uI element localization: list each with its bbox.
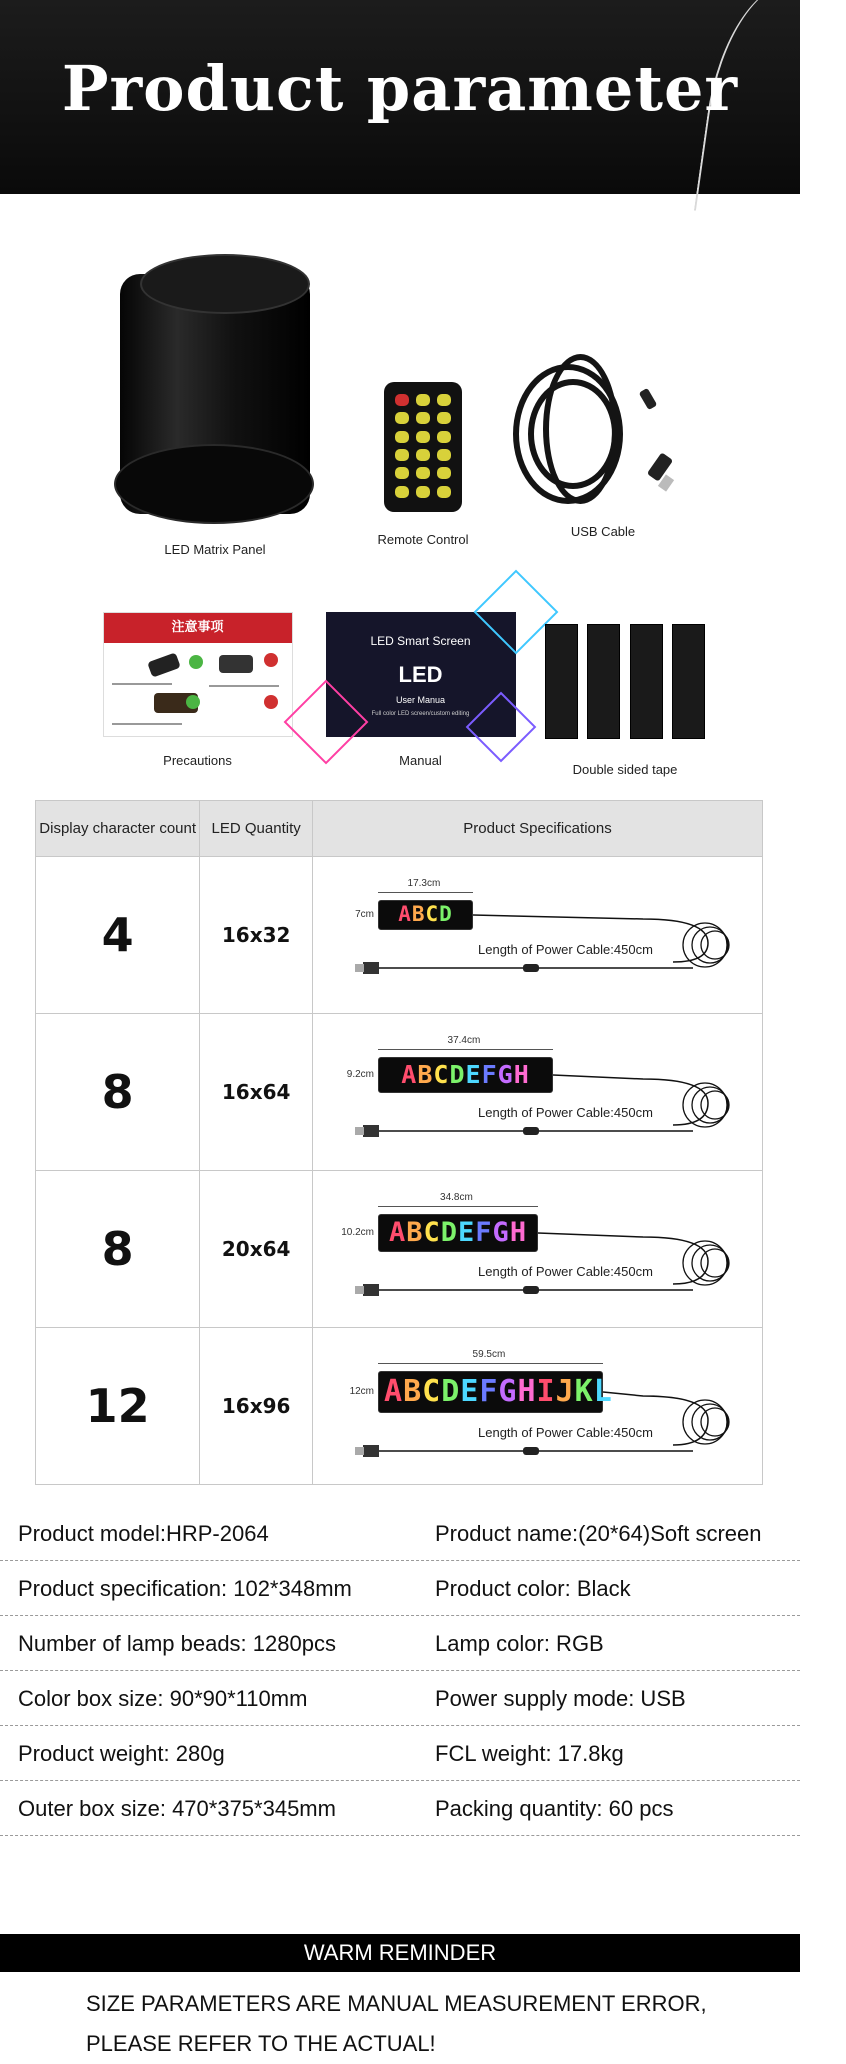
parameter-right: Lamp color: RGB (435, 1631, 604, 1656)
cable-length-label: Length of Power Cable:450cm (478, 1263, 653, 1279)
led-panel-caption: LED Matrix Panel (164, 542, 266, 557)
parameter-row (0, 1506, 800, 1561)
led-panel-image (120, 254, 310, 534)
height-dimension: 9.2cm (346, 1068, 375, 1080)
usb-cable-image (503, 344, 703, 514)
warm-reminder-bar: WARM REMINDER (0, 1934, 800, 1972)
led-quantity-cell: 16x64 (200, 1014, 313, 1171)
manual-fine-print: Full color LED screen/custom editing (371, 711, 470, 717)
display-count-cell: 4 (36, 857, 200, 1014)
parameter-right: Power supply mode: USB (435, 1686, 686, 1711)
parameter-row (0, 1671, 800, 1726)
remote-item (358, 382, 488, 547)
width-dimension: 34.8cm (440, 1191, 473, 1203)
cable-length-label: Length of Power Cable:450cm (478, 1104, 653, 1120)
tape-image (545, 624, 705, 744)
reminder-line-2: PLEASE REFER TO THE ACTUAL! (86, 2031, 436, 2056)
power-cable (313, 1015, 759, 1170)
led-sample-text: ABCDEFGH (401, 1060, 530, 1089)
header-banner (0, 0, 800, 194)
remote-caption: Remote Control (377, 532, 469, 547)
display-count-cell: 8 (36, 1171, 200, 1328)
cable-length-label: Length of Power Cable:450cm (478, 941, 653, 957)
width-dimension: 37.4cm (447, 1034, 481, 1046)
led-sample-text: ABCD (398, 902, 453, 926)
spec-row (36, 1328, 763, 1485)
parameter-row (0, 1616, 800, 1671)
parameter-right: FCL weight: 17.8kg (435, 1741, 624, 1766)
spec-row (36, 1014, 763, 1171)
spec-row (36, 1171, 763, 1328)
parameter-left: Product specification: 102*348mm (18, 1576, 352, 1601)
led-diagram (313, 858, 759, 1013)
parameter-row (0, 1781, 800, 1836)
precautions-caption: Precautions (163, 753, 232, 768)
reminder-note (86, 1984, 786, 2064)
parameter-right: Product color: Black (435, 1576, 631, 1601)
led-sample-text: ABCDEFGH (388, 1217, 528, 1248)
parameter-right: Product name:(20*64)Soft screen (435, 1521, 762, 1546)
led-diagram (313, 1015, 759, 1170)
usb-item (503, 344, 703, 539)
parameter-list (0, 1506, 800, 1836)
led-sample-text: ABCDEFGHIJKL (384, 1373, 613, 1409)
header-led-quantity: LED Quantity (200, 801, 313, 857)
precautions-item (100, 612, 295, 768)
height-dimension: 10.2cm (341, 1226, 375, 1238)
reminder-line-1: SIZE PARAMETERS ARE MANUAL MEASUREMENT ERROR, (86, 1991, 707, 2016)
parameter-right: Packing quantity: 60 pcs (435, 1796, 674, 1821)
height-dimension: 12cm (349, 1385, 375, 1397)
power-cable (313, 1172, 759, 1327)
parameter-row (0, 1726, 800, 1781)
led-diagram (313, 1172, 759, 1327)
spec-row (36, 857, 763, 1014)
spec-diagram-cell (313, 1014, 763, 1171)
spec-diagram-cell (313, 857, 763, 1014)
tape-item (535, 624, 715, 777)
manual-title: LED Smart Screen (370, 634, 471, 648)
width-dimension: 17.3cm (407, 877, 441, 889)
remote-control-image (384, 382, 462, 512)
page-title: Product parameter (61, 52, 739, 125)
power-cable (313, 858, 759, 1013)
display-count-cell: 8 (36, 1014, 200, 1171)
header-product-specs: Product Specifications (313, 801, 763, 857)
led-quantity-cell: 16x96 (200, 1328, 313, 1485)
spec-table (35, 800, 763, 1485)
parameter-left: Product model:HRP-2064 (18, 1521, 269, 1546)
display-count-cell: 12 (36, 1328, 200, 1485)
height-dimension: 7cm (355, 908, 375, 920)
manual-image (326, 612, 516, 737)
manual-subtitle: User Manua (395, 695, 446, 705)
precautions-image (103, 612, 293, 737)
spec-table-header (36, 801, 763, 857)
manual-item (323, 612, 518, 768)
usb-caption: USB Cable (570, 524, 636, 539)
parameter-left: Product weight: 280g (18, 1741, 225, 1766)
manual-caption: Manual (399, 753, 442, 768)
header-display-count: Display character count (36, 801, 200, 857)
led-diagram (313, 1329, 759, 1484)
led-quantity-cell: 16x32 (200, 857, 313, 1014)
cable-length-label: Length of Power Cable:450cm (478, 1424, 653, 1440)
parameter-left: Outer box size: 470*375*345mm (18, 1796, 336, 1821)
tape-caption: Double sided tape (572, 762, 678, 777)
parameter-left: Color box size: 90*90*110mm (18, 1686, 308, 1711)
width-dimension: 59.5cm (472, 1348, 506, 1360)
parameter-left: Number of lamp beads: 1280pcs (18, 1631, 336, 1656)
package-contents (0, 194, 800, 794)
led-quantity-cell: 20x64 (200, 1171, 313, 1328)
manual-logo: LED (398, 662, 443, 687)
led-panel-item (110, 254, 320, 557)
spec-diagram-cell (313, 1328, 763, 1485)
parameter-row (0, 1561, 800, 1616)
spec-diagram-cell (313, 1171, 763, 1328)
precautions-heading: 注意事项 (171, 620, 224, 635)
